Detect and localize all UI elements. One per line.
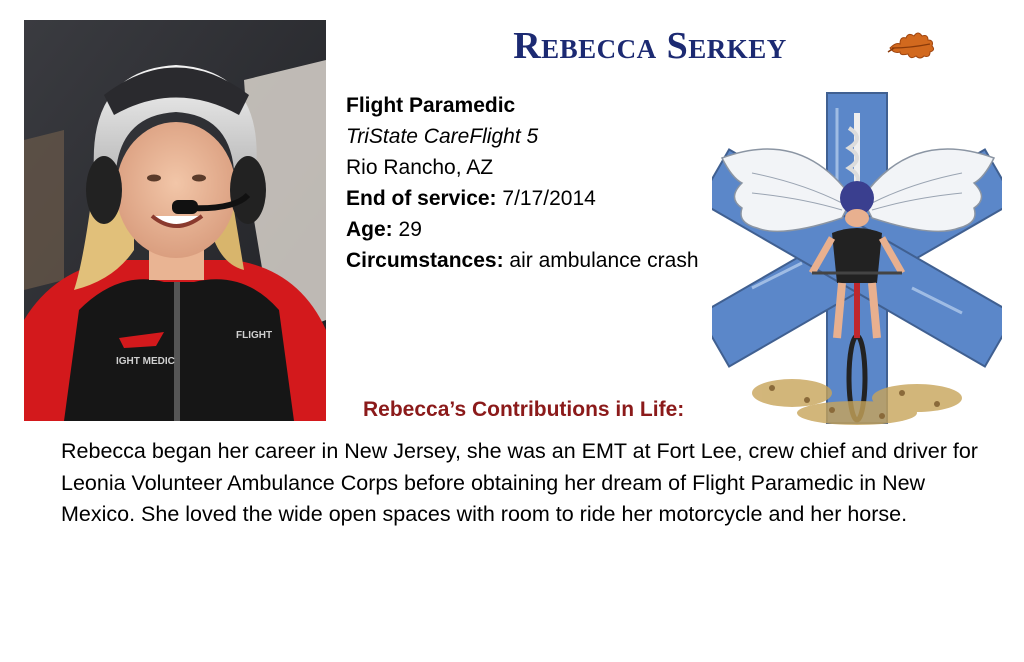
circumstances-label: Circumstances: xyxy=(346,249,504,272)
end-of-service-value: 7/17/2014 xyxy=(502,187,596,210)
winged-cyclist-star-of-life-icon xyxy=(712,88,1002,428)
unit: TriState CareFlight 5 xyxy=(346,125,539,148)
age-label: Age: xyxy=(346,218,393,241)
circumstances xyxy=(346,245,699,276)
end-of-service-label: End of service: xyxy=(346,187,497,210)
role: Flight Paramedic xyxy=(346,94,516,117)
location: Rio Rancho, AZ xyxy=(346,156,494,179)
vest-patch-text: FLIGHT xyxy=(236,330,273,341)
portrait-photo xyxy=(24,20,326,421)
age xyxy=(346,214,699,245)
circumstances-value: air ambulance crash xyxy=(509,249,699,272)
autumn-leaf-icon xyxy=(886,28,938,64)
page-title: Rebecca Serkey xyxy=(513,25,787,67)
portrait-illustration xyxy=(24,20,326,421)
end-of-service xyxy=(346,183,699,214)
bio-paragraph: Rebecca began her career in New Jersey, she was an EMT at Fort Lee, crew chief and driver for Leonia Volunteer Ambulance Corps before obtaining her dream of Flight Paramedic in New Mexico. She loved the wide open spaces with room to ride her motorcycle and her horse. xyxy=(61,439,978,526)
age-value: 29 xyxy=(398,218,422,241)
vest-logo-text: IGHT MEDIC xyxy=(116,356,175,367)
contributions-heading: Rebecca’s Contributions in Life: xyxy=(363,398,685,421)
service-info xyxy=(346,90,699,276)
